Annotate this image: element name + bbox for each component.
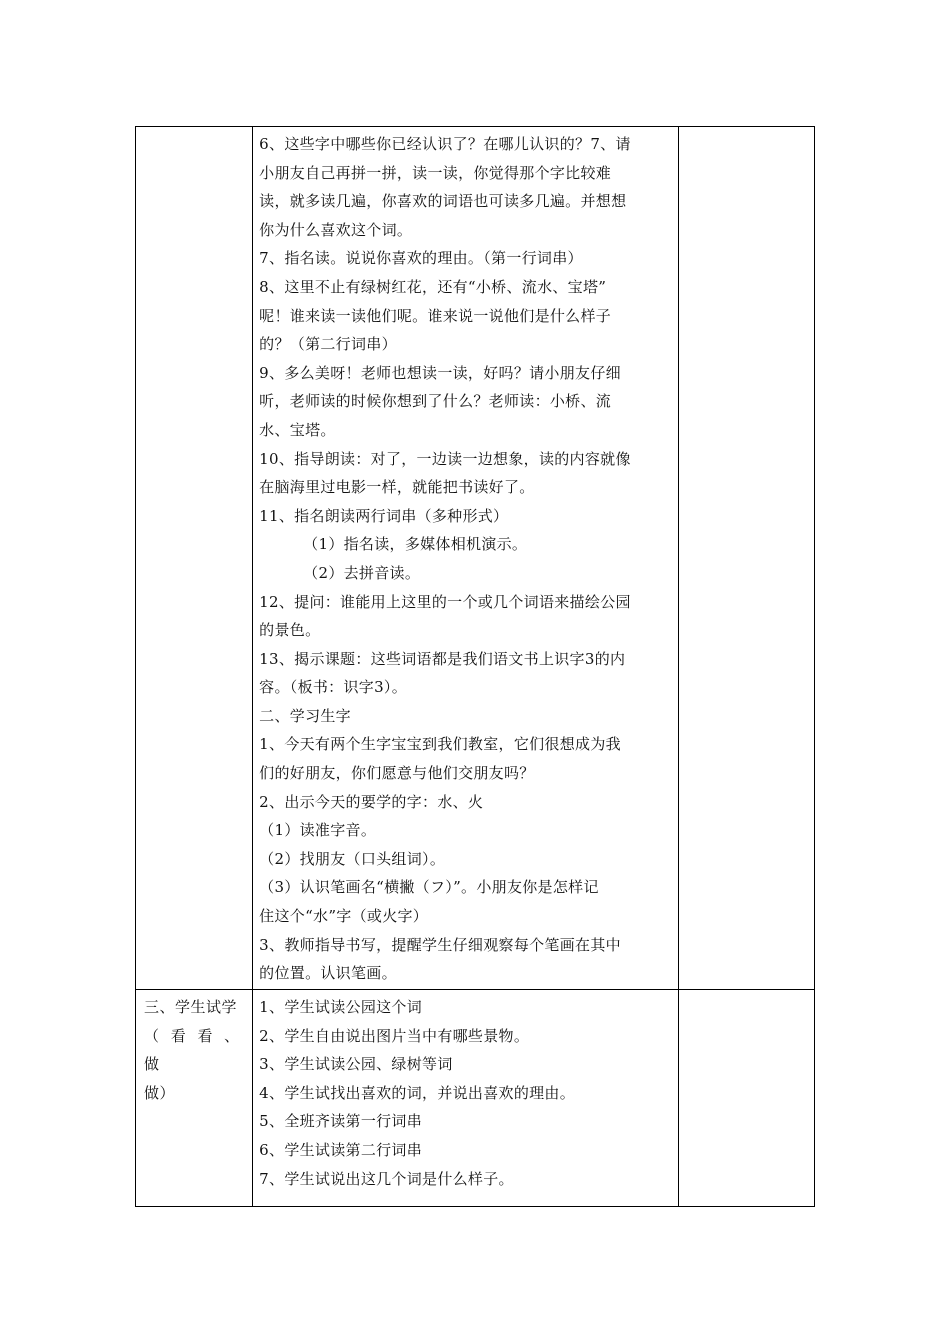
stage-label xyxy=(136,990,252,1107)
text-line: 12、提问：谁能用上这里的一个或几个词语来描绘公园 xyxy=(259,592,631,611)
text-line: 水、宝塔。 xyxy=(259,420,336,439)
table-row xyxy=(136,127,815,990)
text-line: 的？（第二行词串） xyxy=(259,335,397,354)
text-line: （1）指名读，多媒体相机演示。 xyxy=(303,535,528,554)
text-line: （2）去拼音读。 xyxy=(303,563,421,582)
text-line: 呢！谁来读一读他们呢。谁来说一说他们是什么样子 xyxy=(259,306,612,325)
text-line: 4、学生试找出喜欢的词，并说出喜欢的理由。 xyxy=(259,1083,576,1102)
student-activity-cell xyxy=(253,990,679,1207)
text-line: 13、揭示课题：这些词语都是我们语文书上识字3的内 xyxy=(259,649,626,668)
text-line: 们的好朋友，你们愿意与他们交朋友吗？ xyxy=(259,764,535,783)
lesson-plan-table xyxy=(135,126,815,1207)
text-line: 1、学生试读公园这个词 xyxy=(259,998,423,1016)
stage-title: 三、学生试学 xyxy=(144,998,238,1016)
text-line: 的景色。 xyxy=(259,621,321,640)
stage-cell xyxy=(136,990,253,1207)
stage-cell xyxy=(136,127,253,990)
notes-cell xyxy=(678,127,814,990)
text-line: 听，老师读的时候你想到了什么？老师读：小桥、流 xyxy=(259,392,612,411)
text-line: 10、指导朗读：对了，一边读一边想象，读的内容就像 xyxy=(259,449,631,468)
text-line: 6、这些字中哪些你已经认识了？在哪儿认识的？7、请 xyxy=(259,135,631,153)
text-line: 2、学生自由说出图片当中有哪些景物。 xyxy=(259,1026,530,1045)
text-line: 3、学生试读公园、绿树等词 xyxy=(259,1055,453,1074)
text-line: 容。（板书：识字3）。 xyxy=(259,678,408,697)
text-line: 9、多么美呀！老师也想读一读，好吗？请小朋友仔细 xyxy=(259,363,621,382)
table-row xyxy=(136,990,815,1207)
text-line: 2、出示今天的要学的字：水、火 xyxy=(259,792,484,811)
student-activity-text xyxy=(253,990,678,1193)
teacher-activity-cell xyxy=(253,127,679,990)
text-line: （1）读准字音。 xyxy=(259,821,377,840)
text-line: （2）找朋友（口头组词）。 xyxy=(259,849,446,868)
text-line: 3、教师指导书写，提醒学生仔细观察每个笔画在其中 xyxy=(259,935,621,954)
text-line: 8、这里不止有绿树红花，还有“小桥、流水、宝塔” xyxy=(259,277,607,296)
text-line: 的位置。认识笔画。 xyxy=(259,964,397,983)
text-line: 1、今天有两个生字宝宝到我们教室，它们很想成为我 xyxy=(259,735,621,754)
notes-cell xyxy=(678,990,814,1207)
text-line: 7、学生试说出这几个词是什么样子。 xyxy=(259,1169,514,1188)
text-line: 在脑海里过电影一样，就能把书读好了。 xyxy=(259,478,535,497)
text-line: 5、全班齐读第一行词串 xyxy=(259,1112,423,1131)
text-line: 读，就多读几遍，你喜欢的词语也可读多几遍。并想想 xyxy=(259,192,627,211)
text-line: 11、指名朗读两行词串（多种形式） xyxy=(259,506,509,525)
text-line: 7、指名读。说说你喜欢的理由。（第一行词串） xyxy=(259,249,583,268)
text-line: （3）认识笔画名“横撇（フ）”。小朋友你是怎样记 xyxy=(259,878,599,897)
text-line: 住这个“水”字（或火字） xyxy=(259,907,429,926)
teacher-activity-text xyxy=(253,127,678,988)
text-line: 你为什么喜欢这个词。 xyxy=(259,220,413,239)
stage-subtitle-end: 做） xyxy=(144,1083,176,1102)
text-line: 小朋友自己再拼一拼，读一读，你觉得那个字比较难 xyxy=(259,163,612,182)
stage-subtitle: （看看、做 xyxy=(144,1026,247,1074)
text-line: 6、学生试读第二行词串 xyxy=(259,1140,423,1159)
section-heading: 二、学习生字 xyxy=(259,706,351,725)
